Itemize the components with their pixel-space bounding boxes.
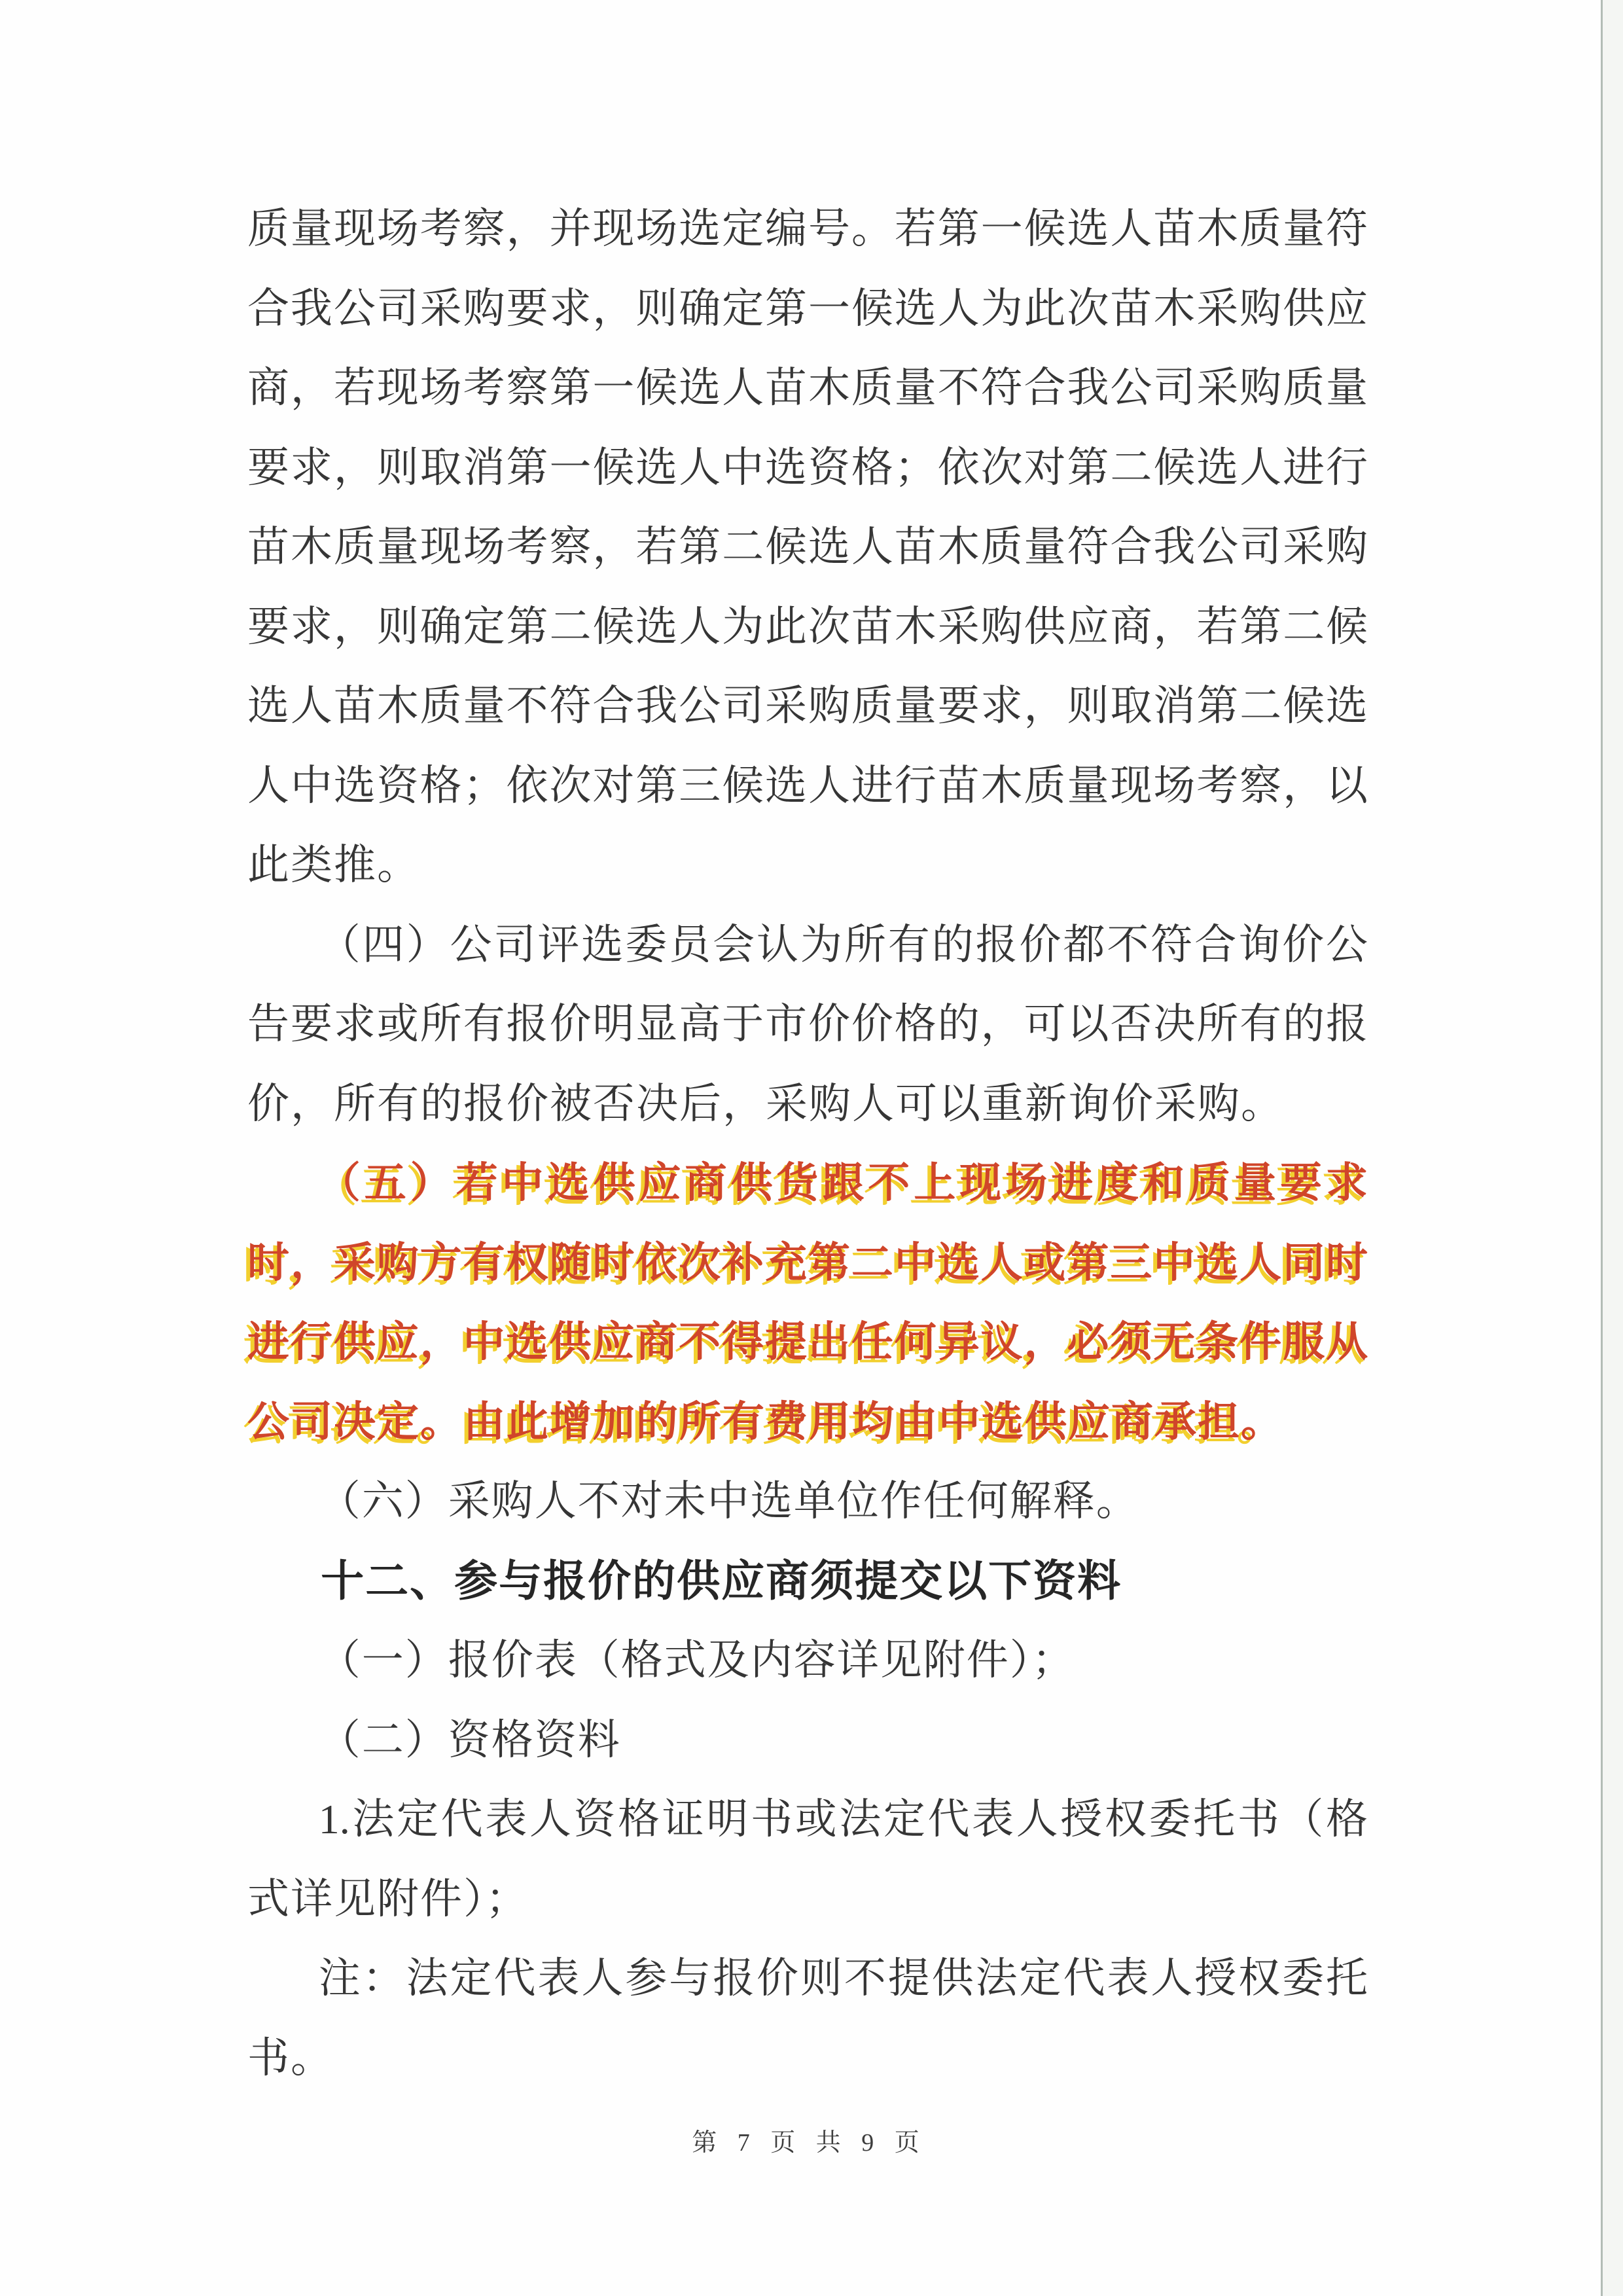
text-line: 苗木质量现场考察，若第二候选人苗木质量符合我公司采购 xyxy=(247,524,1368,570)
highlighted-paragraph-line: 时，采购方有权随时依次补充第二中选人或第三中选人同时 xyxy=(247,1239,1368,1286)
text-line: 价，所有的报价被否决后，采购人可以重新询价采购。 xyxy=(247,1080,1284,1127)
list-item-line: （二）资格资料 xyxy=(318,1716,621,1763)
highlighted-paragraph-line: 公司决定。由此增加的所有费用均由中选供应商承担。 xyxy=(247,1398,1284,1445)
text-line: 质量现场考察，并现场选定编号。若第一候选人苗木质量符 xyxy=(247,206,1368,252)
section-heading: 十二、参与报价的供应商须提交以下资料 xyxy=(321,1556,1122,1605)
paragraph-start-line: （六）采购人不对未中选单位作任何解释。 xyxy=(318,1478,1139,1524)
text-line: 此类推。 xyxy=(247,842,420,888)
text-line: 要求，则取消第一候选人中选资格；依次对第二候选人进行 xyxy=(247,444,1368,491)
text-line: 商，若现场考察第一候选人苗木质量不符合我公司采购质量 xyxy=(247,365,1368,411)
text-line: 告要求或所有报价明显高于市价价格的，可以否决所有的报 xyxy=(247,1001,1368,1047)
list-item-line: （一）报价表（格式及内容详见附件）； xyxy=(318,1637,1075,1683)
text-line: 选人苗木质量不符合我公司采购质量要求，则取消第二候选 xyxy=(247,683,1368,729)
text-line: 书。 xyxy=(247,2034,334,2081)
paragraph-start-line: （四）公司评选委员会认为所有的报价都不符合询价公 xyxy=(318,921,1368,968)
text-line: 式详见附件）； xyxy=(247,1875,529,1922)
text-line: 合我公司采购要求，则确定第一候选人为此次苗木采购供应 xyxy=(247,285,1368,332)
highlighted-paragraph-line: （五）若中选供应商供货跟不上现场进度和质量要求 xyxy=(318,1160,1368,1206)
document-body xyxy=(247,189,1368,2098)
highlighted-paragraph-line: 进行供应，中选供应商不得提出任何异议，必须无条件服从 xyxy=(247,1319,1368,1365)
text-line: 人中选资格；依次对第三候选人进行苗木质量现场考察，以 xyxy=(247,762,1368,809)
page-number-footer: 第 7 页 共 9 页 xyxy=(692,2129,923,2157)
note-line: 注：法定代表人参与报价则不提供法定代表人授权委托 xyxy=(318,1955,1368,2001)
scan-edge-band xyxy=(1603,0,1623,2296)
scan-edge-line xyxy=(1601,0,1603,2296)
text-line: 要求，则确定第二候选人为此次苗木采购供应商，若第二候 xyxy=(247,603,1368,650)
list-item-line: 1.法定代表人资格证明书或法定代表人授权委托书（格 xyxy=(318,1796,1368,1842)
